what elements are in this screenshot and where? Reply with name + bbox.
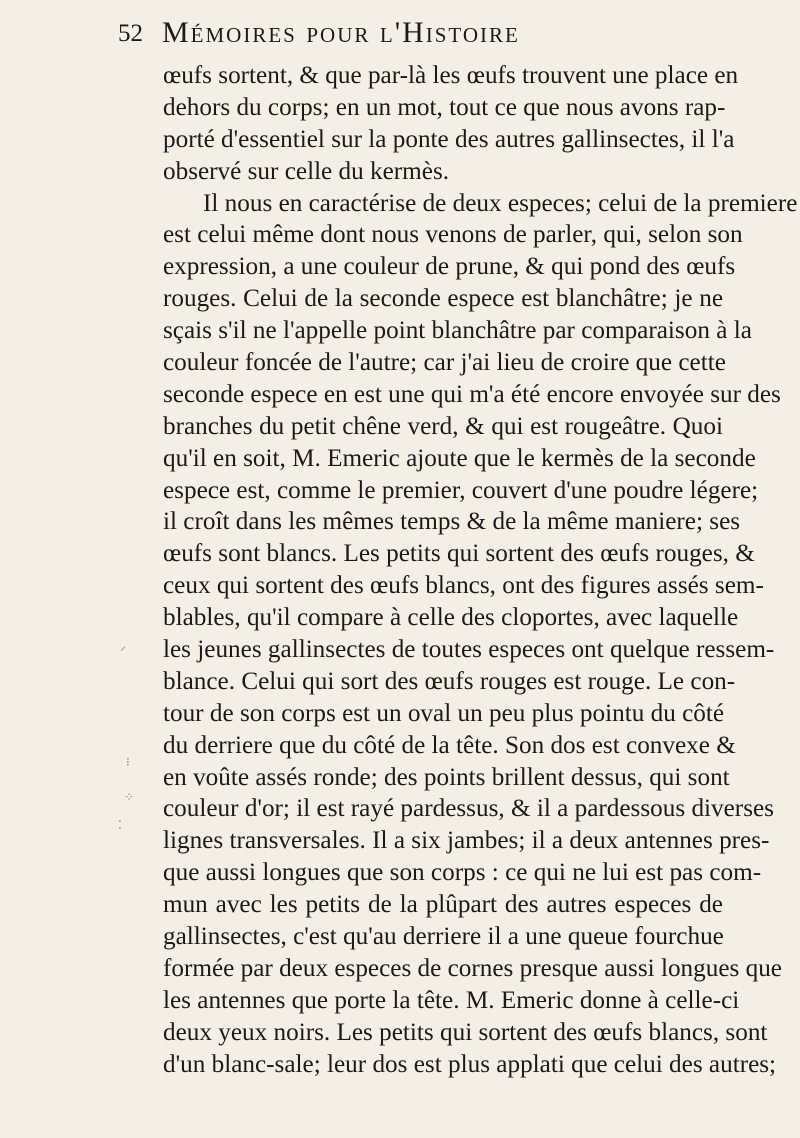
body-text	[163, 60, 798, 1081]
margin-mark-decoration: ⁚	[118, 818, 122, 832]
text-line: les antennes que porte la tête. M. Emeric donne à celle-ci	[163, 986, 740, 1014]
text-line: dehors du corps; en un mot, tout ce que nous avons rap-	[163, 93, 726, 121]
text-line: expression, a une couleur de prune, & qui pond des œufs	[163, 253, 736, 281]
margin-mark-decoration: ⁘	[124, 790, 135, 804]
text-line: ceux qui sortent des œufs blancs, ont des figures assés sem-	[163, 572, 764, 600]
text-line: œufs sortent, & que par-là les œufs trouvent une place en	[163, 62, 739, 89]
text-line: les jeunes gallinsectes de toutes especes ont quelque ressem-	[163, 636, 775, 664]
margin-marks	[0, 0, 150, 1138]
text-line: formée par deux especes de cornes presque aussi longues que	[163, 954, 782, 982]
text-line: couleur foncée de l'autre; car j'ai lieu de croire que cette	[163, 349, 726, 377]
text-line: d'un blanc-sale; leur dos est plus applati que celui des autres;	[163, 1050, 777, 1078]
text-line: espece est, comme le premier, couvert d'une poudre légere;	[163, 476, 759, 504]
text-line: branches du petit chêne verd, & qui est rougeâtre. Quoi	[163, 412, 723, 440]
text-line: lignes transversales. Il a six jambes; il a deux antennes pres-	[163, 827, 770, 855]
text-line: mun avec les petits de la plûpart des autres especes de	[163, 891, 723, 919]
text-line: sçais s'il ne l'appelle point blanchâtre par comparaison à la	[163, 317, 752, 345]
text-line: il croît dans les mêmes temps & de la même maniere; ses	[163, 508, 741, 536]
margin-mark-decoration: ⁝	[126, 755, 130, 769]
text-line: en voûte assés ronde; des points brillent dessus, qui sont	[163, 763, 730, 791]
text-line: porté d'essentiel sur la ponte des autres gallinsectes, il l'a	[163, 125, 735, 153]
text-line: que aussi longues que son corps : ce qui ne lui est pas com-	[163, 859, 762, 887]
paragraph-2	[163, 188, 798, 1081]
text-line: œufs sont blancs. Les petits qui sortent des œufs rouges, &	[163, 540, 755, 568]
text-line: gallinsectes, c'est qu'au derriere il a une queue fourchue	[163, 923, 724, 951]
text-line: blables, qu'il compare à celle des cloportes, avec laquelle	[163, 604, 739, 632]
text-line: du derriere que du côté de la tête. Son dos est convexe &	[163, 731, 736, 759]
text-line: Il nous en caractérise de deux especes; celui de la premiere	[203, 189, 798, 217]
text-line: deux yeux noirs. Les petits qui sortent des œufs blancs, sont	[163, 1018, 768, 1046]
text-line: seconde espece en est une qui m'a été encore envoyée sur des	[163, 380, 781, 408]
text-line: couleur d'or; il est rayé pardessus, & il a pardessous diverses	[163, 795, 774, 823]
margin-mark-decoration: ⸍	[120, 644, 127, 658]
text-line: est celui même dont nous venons de parler, qui, selon son	[163, 221, 743, 249]
text-line: tour de son corps est un oval un peu plus pointu du côté	[163, 699, 725, 727]
text-line: rouges. Celui de la seconde espece est blanchâtre; je ne	[163, 285, 723, 313]
running-title: Mémoires pour l'Histoire	[162, 16, 520, 49]
page-number: 52	[118, 20, 143, 47]
page-header	[118, 14, 718, 62]
text-line: qu'il en soit, M. Emeric ajoute que le kermès de la seconde	[163, 444, 756, 472]
paragraph-1	[163, 60, 739, 188]
text-line: blance. Celui qui sort des œufs rouges est rouge. Le con-	[163, 667, 736, 695]
text-line: observé sur celle du kermès.	[163, 157, 450, 185]
